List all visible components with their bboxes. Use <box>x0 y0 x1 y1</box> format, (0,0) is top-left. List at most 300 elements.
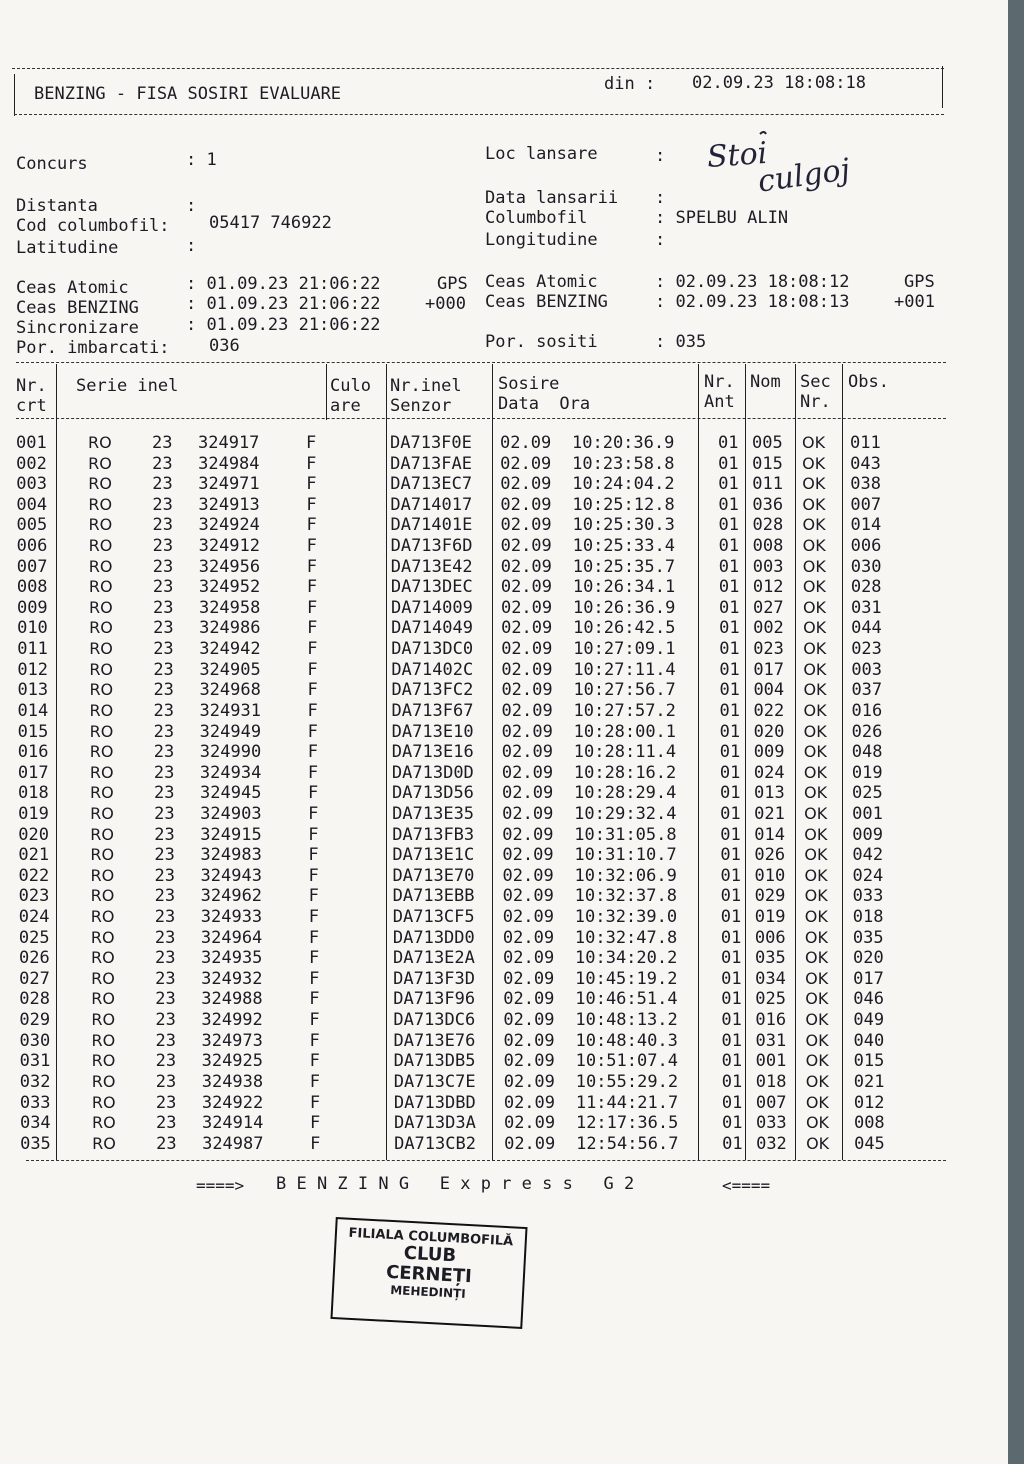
cell-sex: F <box>306 494 317 515</box>
col-sep-serie <box>326 364 327 420</box>
cell-ora: 10:25:33.4 <box>572 536 675 557</box>
cell-inel: 324917 <box>198 433 260 453</box>
cell-tara: RO <box>88 494 113 514</box>
header-top-border <box>12 68 944 69</box>
cell-inel: 324925 <box>201 1051 264 1072</box>
cell-nom: 009 <box>753 742 785 763</box>
latitudine-label: Latitudine <box>16 238 119 258</box>
cell-data: 02.09 <box>504 1133 556 1154</box>
cell-sex: F <box>308 824 319 845</box>
cell-senzor: DA713D0D <box>391 762 474 783</box>
cell-ora: 10:26:36.9 <box>572 597 676 618</box>
cell-tara: RO <box>89 639 113 659</box>
cell-obs: 019 <box>851 762 883 783</box>
cell-tara: RO <box>89 721 114 741</box>
cell-nr: 005 <box>16 515 48 536</box>
cell-ora: 10:27:56.7 <box>573 680 676 701</box>
cell-obs: 042 <box>852 845 884 866</box>
cell-ora: 10:32:47.8 <box>574 927 678 948</box>
cell-sec: OK <box>803 618 827 638</box>
cell-data: 02.09 <box>500 494 552 515</box>
cell-an: 23 <box>153 721 175 742</box>
cell-nr: 034 <box>19 1113 51 1134</box>
cell-ant: 01 <box>721 1071 743 1092</box>
cell-ant: 01 <box>720 803 741 824</box>
cell-inel: 324924 <box>198 515 260 536</box>
cell-ora: 10:48:40.3 <box>575 1030 678 1051</box>
cell-ora: 10:28:16.2 <box>573 762 677 783</box>
cell-obs: 023 <box>851 639 882 660</box>
table-header-bottom-border <box>16 418 946 419</box>
cell-ora: 10:24:04.2 <box>572 474 675 495</box>
cell-ora: 10:45:19.2 <box>575 968 678 989</box>
cell-nr: 009 <box>16 597 48 618</box>
cell-inel: 324973 <box>201 1030 263 1051</box>
cell-an: 23 <box>154 907 176 928</box>
cell-sec: OK <box>805 989 829 1009</box>
cell-inel: 324987 <box>202 1133 264 1154</box>
cell-nom: 004 <box>753 680 785 701</box>
col-sep-nrant <box>745 364 746 1160</box>
cell-data: 02.09 <box>501 639 553 660</box>
cell-sec: OK <box>804 865 828 885</box>
cell-tara: RO <box>91 1010 116 1030</box>
cell-nom: 019 <box>754 907 786 928</box>
cell-tara: RO <box>91 989 115 1009</box>
cell-ant: 01 <box>718 474 739 495</box>
cell-inel: 324913 <box>198 494 260 515</box>
cod-columbofil-label: Cod columbofil: <box>16 216 170 236</box>
cell-data: 02.09 <box>502 865 554 886</box>
cell-sec: OK <box>804 927 828 947</box>
cell-an: 23 <box>155 1092 177 1113</box>
cell-tara: RO <box>88 474 112 494</box>
cell-sec: OK <box>803 639 827 659</box>
cell-nr: 003 <box>16 474 47 495</box>
cell-ora: 12:17:36.5 <box>575 1113 679 1134</box>
cell-ora: 10:28:29.4 <box>574 783 677 804</box>
cell-ora: 10:34:20.2 <box>575 948 678 969</box>
cell-tara: RO <box>90 783 114 803</box>
cell-obs: 006 <box>850 536 882 557</box>
latitudine-value: : <box>186 236 197 256</box>
cell-ora: 10:25:30.3 <box>572 515 675 536</box>
cell-senzor: DA714049 <box>391 618 473 639</box>
cell-ant: 01 <box>721 948 742 969</box>
cell-nr: 006 <box>16 536 48 557</box>
cell-data: 02.09 <box>501 721 553 742</box>
cell-ant: 01 <box>721 968 742 989</box>
cell-inel: 324931 <box>199 700 261 721</box>
cell-nr: 022 <box>18 865 50 886</box>
cell-sec: OK <box>805 1030 829 1050</box>
distanta-label: Distanta <box>16 196 98 216</box>
cell-inel: 324962 <box>200 886 263 907</box>
cell-sex: F <box>308 845 319 866</box>
cell-senzor: DA71401E <box>390 515 473 536</box>
cell-sec: OK <box>804 845 828 865</box>
cell-data: 02.09 <box>503 1071 555 1092</box>
cell-data: 02.09 <box>501 742 553 763</box>
svg-text:culgoj: culgoj <box>755 152 853 200</box>
header-bottom-border <box>14 114 944 115</box>
header-right-border <box>942 66 943 108</box>
columbofil-label: Columbofil <box>485 208 588 228</box>
cell-data: 02.09 <box>503 1092 556 1113</box>
col-sep-sosire <box>698 364 699 1160</box>
cell-nr: 027 <box>19 968 50 989</box>
ceas-benzing-start-label: Ceas BENZING <box>16 298 139 318</box>
cell-nr: 012 <box>17 659 49 680</box>
cell-sex: F <box>306 515 317 536</box>
cell-sec: OK <box>802 597 827 617</box>
cell-senzor: DA713F0E <box>390 433 472 453</box>
cell-sex: F <box>306 433 317 453</box>
cell-ant: 01 <box>718 453 739 474</box>
col-sep-nr <box>56 364 57 1160</box>
cell-tara: RO <box>88 577 113 597</box>
cell-an: 23 <box>154 845 175 866</box>
cell-inel: 324986 <box>199 618 261 639</box>
cell-nr: 002 <box>16 453 47 474</box>
cell-senzor: DA714017 <box>390 494 473 515</box>
cell-ant: 01 <box>721 1030 742 1051</box>
cell-sex: F <box>310 1133 321 1154</box>
cell-inel: 324945 <box>200 783 262 804</box>
cell-obs: 007 <box>850 494 882 515</box>
cell-senzor: DA713CB2 <box>394 1133 476 1154</box>
cell-inel: 324938 <box>201 1071 264 1092</box>
cell-inel: 324956 <box>198 556 261 577</box>
cell-inel: 324983 <box>200 845 262 866</box>
cell-nom: 007 <box>755 1092 787 1113</box>
cell-tara: RO <box>89 742 114 762</box>
cell-tara: RO <box>88 453 112 473</box>
cell-nom: 033 <box>755 1113 787 1134</box>
cell-an: 23 <box>154 865 175 886</box>
cell-data: 02.09 <box>500 515 552 536</box>
cell-obs: 012 <box>853 1092 885 1113</box>
cell-senzor: DA713E16 <box>391 742 474 763</box>
cell-senzor: DA713E10 <box>391 721 474 742</box>
cell-ora: 10:28:11.4 <box>573 742 677 763</box>
cell-obs: 024 <box>852 865 884 886</box>
cell-nr: 017 <box>17 762 49 783</box>
cell-obs: 046 <box>853 989 884 1010</box>
cell-nr: 024 <box>18 907 50 928</box>
cell-tara: RO <box>90 927 115 947</box>
cell-sec: OK <box>805 1010 829 1030</box>
cell-nr: 019 <box>18 803 49 824</box>
cell-tara: RO <box>89 762 114 782</box>
cell-senzor: DA713FB3 <box>392 824 475 845</box>
cell-obs: 043 <box>850 453 881 474</box>
cell-senzor: DA713D3A <box>393 1113 476 1134</box>
col-sep-nom <box>795 364 796 1160</box>
cell-sex: F <box>307 700 318 721</box>
cell-ant: 01 <box>720 927 742 948</box>
cell-tara: RO <box>92 1133 116 1153</box>
th-nom: Nom <box>750 372 781 392</box>
cell-an: 23 <box>155 989 176 1010</box>
cell-data: 02.09 <box>503 1113 556 1134</box>
ceas-atomic-end-label: Ceas Atomic <box>485 272 598 292</box>
cell-data: 02.09 <box>502 803 554 824</box>
cell-inel: 324905 <box>199 659 261 680</box>
cell-senzor: DA713FC2 <box>391 680 474 701</box>
th-data-ora: Data Ora <box>498 394 591 414</box>
cell-an: 23 <box>154 824 175 845</box>
cell-senzor: DA713DBD <box>393 1092 476 1113</box>
cell-obs: 018 <box>852 907 884 928</box>
cell-inel: 324958 <box>198 597 261 618</box>
cell-inel: 324964 <box>200 927 263 948</box>
cell-tara: RO <box>91 948 115 968</box>
cell-sex: F <box>307 680 318 701</box>
cell-nom: 002 <box>753 618 784 639</box>
cell-sex: F <box>309 1010 320 1031</box>
cell-sec: OK <box>805 948 829 968</box>
cell-an: 23 <box>154 886 176 907</box>
cell-an: 23 <box>152 536 174 557</box>
cell-ant: 01 <box>718 556 740 577</box>
th-nr-ant-1: Nr. <box>704 372 735 392</box>
cell-inel: 324988 <box>201 989 263 1010</box>
cell-nr: 031 <box>19 1051 51 1072</box>
cell-senzor: DA713F6D <box>390 536 473 557</box>
por-sositi-label: Por. sositi <box>485 332 598 352</box>
cell-sec: OK <box>803 700 827 720</box>
th-crt: crt <box>16 396 47 416</box>
svg-text:Stoi: Stoi <box>705 135 769 176</box>
cell-an: 23 <box>155 1030 176 1051</box>
th-culoare-2: are <box>330 396 361 416</box>
cell-ant: 01 <box>722 1133 743 1154</box>
cell-sex: F <box>306 536 317 557</box>
cell-sex: F <box>307 659 318 680</box>
cell-tara: RO <box>91 1113 116 1133</box>
cell-senzor: DA71402C <box>391 659 474 680</box>
cell-sex: F <box>308 927 320 948</box>
cell-sex: F <box>306 556 317 577</box>
cell-data: 02.09 <box>503 1051 555 1072</box>
cell-ora: 10:27:09.1 <box>573 639 676 660</box>
cell-ant: 01 <box>718 515 739 536</box>
cell-nr: 021 <box>18 845 50 866</box>
cell-ora: 10:48:13.2 <box>575 1010 678 1031</box>
cell-ant: 01 <box>718 577 740 598</box>
cell-nom: 029 <box>754 886 786 907</box>
cell-ant: 01 <box>719 721 741 742</box>
cell-inel: 324903 <box>200 803 262 824</box>
cell-ant: 01 <box>721 989 742 1010</box>
columbofil-value: : SPELBU ALIN <box>655 208 789 228</box>
cell-inel: 324934 <box>199 762 262 783</box>
cell-ant: 01 <box>719 742 741 763</box>
cell-ora: 10:26:34.1 <box>572 577 676 598</box>
cell-data: 02.09 <box>503 948 555 969</box>
cell-an: 23 <box>152 433 173 453</box>
cell-nom: 017 <box>753 659 785 680</box>
concurs-label: Concurs <box>16 154 88 174</box>
cell-senzor: DA713F67 <box>391 700 474 721</box>
cell-ora: 10:46:51.4 <box>575 989 678 1010</box>
cell-tara: RO <box>89 680 114 700</box>
cell-an: 23 <box>153 742 175 763</box>
cell-nom: 026 <box>754 845 786 866</box>
cell-tara: RO <box>91 1030 116 1050</box>
cell-obs: 003 <box>851 659 883 680</box>
cell-data: 02.09 <box>500 597 553 618</box>
cell-nom: 024 <box>753 762 785 783</box>
cell-obs: 008 <box>853 1113 885 1134</box>
cell-inel: 324932 <box>201 968 263 989</box>
cell-ora: 10:25:12.8 <box>572 494 675 515</box>
cell-an: 23 <box>155 968 176 989</box>
col-sep-senzor <box>492 364 493 1160</box>
cell-data: 02.09 <box>502 886 554 907</box>
cell-ant: 01 <box>720 783 741 804</box>
cell-ora: 11:44:21.7 <box>575 1092 679 1113</box>
th-nr: Nr. <box>16 376 47 396</box>
cell-obs: 025 <box>852 783 883 804</box>
cell-obs: 030 <box>850 556 882 577</box>
cell-tara: RO <box>91 1051 116 1071</box>
cell-inel: 324942 <box>199 639 261 660</box>
th-culoare-1: Culo <box>330 376 371 396</box>
cell-ant: 01 <box>719 659 740 680</box>
ceas-atomic-start-suffix: GPS <box>437 274 468 294</box>
cell-sex: F <box>308 783 319 804</box>
ceas-benzing-end-suffix: +001 <box>894 292 935 312</box>
cell-ant: 01 <box>718 433 739 453</box>
cell-an: 23 <box>153 700 175 721</box>
cell-sex: F <box>309 1113 321 1134</box>
cell-senzor: DA713DC0 <box>391 639 474 660</box>
cell-ant: 01 <box>721 1092 743 1113</box>
cell-an: 23 <box>152 494 173 515</box>
header-left-border <box>14 74 15 116</box>
cell-an: 23 <box>154 783 175 804</box>
cell-nr: 029 <box>19 1010 51 1031</box>
cell-an: 23 <box>153 680 174 701</box>
background-edge <box>1008 0 1024 1464</box>
cell-an: 23 <box>152 515 173 536</box>
cell-senzor: DA713C7E <box>393 1071 476 1092</box>
cell-data: 02.09 <box>500 577 553 598</box>
cell-obs: 016 <box>851 700 883 721</box>
cell-sec: OK <box>802 577 826 597</box>
cell-nr: 010 <box>17 618 48 639</box>
cell-senzor: DA713CF5 <box>392 907 475 928</box>
cell-data: 02.09 <box>502 783 554 804</box>
cell-ora: 10:20:36.9 <box>572 433 675 453</box>
cell-ant: 01 <box>718 597 740 618</box>
ceas-benzing-start-suffix: +000 <box>425 294 466 314</box>
cell-sec: OK <box>802 453 826 473</box>
cell-tara: RO <box>88 536 113 556</box>
cell-sex: F <box>306 597 318 618</box>
cell-ant: 01 <box>720 886 742 907</box>
cell-data: 02.09 <box>501 618 553 639</box>
cell-senzor: DA713DB5 <box>393 1051 476 1072</box>
cell-data: 02.09 <box>501 680 553 701</box>
cell-data: 02.09 <box>500 536 552 557</box>
cell-nr: 008 <box>16 577 48 598</box>
por-sositi-value: : 035 <box>655 332 707 352</box>
cell-senzor: DA713F3D <box>393 968 475 989</box>
cell-an: 23 <box>155 1113 177 1134</box>
cell-inel: 324912 <box>198 536 261 557</box>
cell-ora: 10:29:32.4 <box>574 803 677 824</box>
th-sec: Sec <box>800 372 831 392</box>
cell-data: 02.09 <box>500 453 552 474</box>
cell-an: 23 <box>153 618 174 639</box>
cell-inel: 324971 <box>198 474 260 495</box>
cell-sec: OK <box>804 886 828 906</box>
cell-obs: 035 <box>852 927 884 948</box>
th-senzor: Senzor <box>390 396 452 416</box>
cell-senzor: DA713DD0 <box>392 927 475 948</box>
cell-inel: 324952 <box>198 577 261 598</box>
cell-nom: 020 <box>753 721 785 742</box>
cell-senzor: DA713EC7 <box>390 474 473 495</box>
footer-brand: B E N Z I N G E x p r e s s G 2 <box>276 1174 635 1194</box>
th-sec-nr: Nr. <box>800 392 831 412</box>
cell-nr: 033 <box>19 1092 51 1113</box>
cell-an: 23 <box>152 597 174 618</box>
loc-lansare-label: Loc lansare <box>485 144 598 164</box>
cell-obs: 040 <box>853 1030 885 1051</box>
th-nr-ant-2: Ant <box>704 392 735 412</box>
cell-data: 02.09 <box>503 1030 555 1051</box>
cell-ora: 12:54:56.7 <box>576 1133 679 1154</box>
stamp-line-2: CLUB <box>403 1242 457 1267</box>
cell-ant: 01 <box>718 536 740 557</box>
cell-nr: 014 <box>17 700 49 721</box>
cell-nom: 021 <box>754 803 785 824</box>
cell-obs: 031 <box>850 597 882 618</box>
cell-nom: 018 <box>755 1071 787 1092</box>
cell-ant: 01 <box>719 680 740 701</box>
longitudine-label: Longitudine <box>485 230 598 250</box>
cell-senzor: DA713E70 <box>392 865 475 886</box>
cell-an: 23 <box>152 556 174 577</box>
cell-inel: 324992 <box>201 1010 263 1031</box>
cell-nom: 036 <box>752 494 784 515</box>
sincronizare-label: Sincronizare <box>16 318 139 338</box>
cell-nr: 015 <box>17 721 49 742</box>
cell-an: 23 <box>155 948 176 969</box>
cell-data: 02.09 <box>500 433 552 453</box>
ceas-benzing-start-value: : 01.09.23 21:06:22 <box>186 294 381 314</box>
cell-sec: OK <box>803 680 827 700</box>
cell-an: 23 <box>152 577 174 598</box>
cell-sex: F <box>307 639 318 660</box>
cell-sec: OK <box>805 968 829 988</box>
cell-nom: 023 <box>753 639 784 660</box>
cell-data: 02.09 <box>503 989 555 1010</box>
cell-inel: 324914 <box>201 1113 264 1134</box>
cell-sex: F <box>309 1051 320 1072</box>
cell-obs: 011 <box>850 433 881 453</box>
cell-sec: OK <box>804 907 828 927</box>
cell-ant: 01 <box>720 907 742 928</box>
cell-obs: 026 <box>851 721 883 742</box>
cell-an: 23 <box>153 762 175 783</box>
ceas-atomic-end-suffix: GPS <box>904 272 935 292</box>
cell-sex: F <box>309 1071 320 1092</box>
